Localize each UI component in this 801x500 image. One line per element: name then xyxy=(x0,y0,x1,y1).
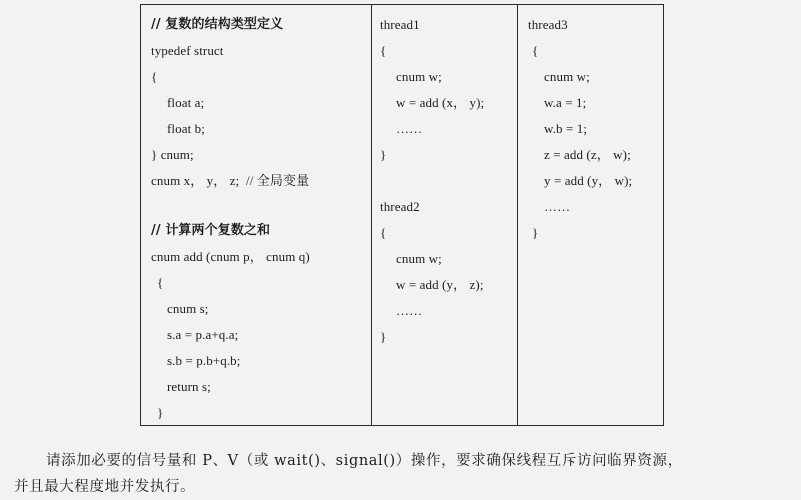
code-line: float a; xyxy=(167,95,205,110)
code-line: } cnum; xyxy=(151,147,194,162)
code-line: { xyxy=(151,69,158,84)
code-line: s.b = p.b+q.b; xyxy=(167,353,241,368)
code-line: { xyxy=(532,43,539,58)
code-line: } xyxy=(157,405,164,420)
code-line: cnum w; xyxy=(396,251,442,266)
code-line: …… xyxy=(396,303,423,318)
code-line: { xyxy=(380,43,387,58)
code-line: } xyxy=(380,147,387,162)
code-line: y = add (y， w); xyxy=(544,173,633,188)
thread1-header: thread1 xyxy=(380,17,420,32)
code-line: cnum x， y， z; // 全局变量 xyxy=(151,173,310,188)
code-line: cnum add (cnum p， cnum q) xyxy=(151,249,310,264)
code-line: …… xyxy=(544,199,571,214)
code-line: w = add (x， y); xyxy=(396,95,485,110)
thread3-column xyxy=(518,5,663,425)
code-line: return s; xyxy=(167,379,211,394)
question-line-2: 并且最大程度地并发执行。 xyxy=(14,479,196,495)
thread3-header: thread3 xyxy=(528,17,568,32)
thread-column xyxy=(372,5,518,425)
code-line: z = add (z， w); xyxy=(544,147,631,162)
code-line: s.a = p.a+q.a; xyxy=(167,327,239,342)
code-line: w = add (y， z); xyxy=(396,277,484,292)
code-line: // 复数的结构类型定义 xyxy=(151,17,284,32)
code-line: cnum w; xyxy=(396,69,442,84)
question-text xyxy=(14,448,794,500)
code-line: typedef struct xyxy=(151,43,224,58)
code-line: { xyxy=(157,275,164,290)
code-line: float b; xyxy=(167,121,205,136)
code-line: } xyxy=(532,225,539,240)
code-line: cnum s; xyxy=(167,301,209,316)
struct-column xyxy=(141,5,372,425)
code-line: } xyxy=(380,329,387,344)
code-line: // 计算两个复数之和 xyxy=(151,223,271,238)
global-variables-line xyxy=(151,173,309,189)
question-line-1: 请添加必要的信号量和 P、V（或 wait()、signal()）操作，要求确保线程互斥访问临界资源， xyxy=(46,453,683,469)
code-line: cnum w; xyxy=(544,69,590,84)
code-line: w.b = 1; xyxy=(544,121,588,136)
code-line: w.a = 1; xyxy=(544,95,587,110)
code-table xyxy=(140,4,664,426)
code-line: …… xyxy=(396,121,423,136)
code-line: { xyxy=(380,225,387,240)
thread2-header: thread2 xyxy=(380,199,420,214)
